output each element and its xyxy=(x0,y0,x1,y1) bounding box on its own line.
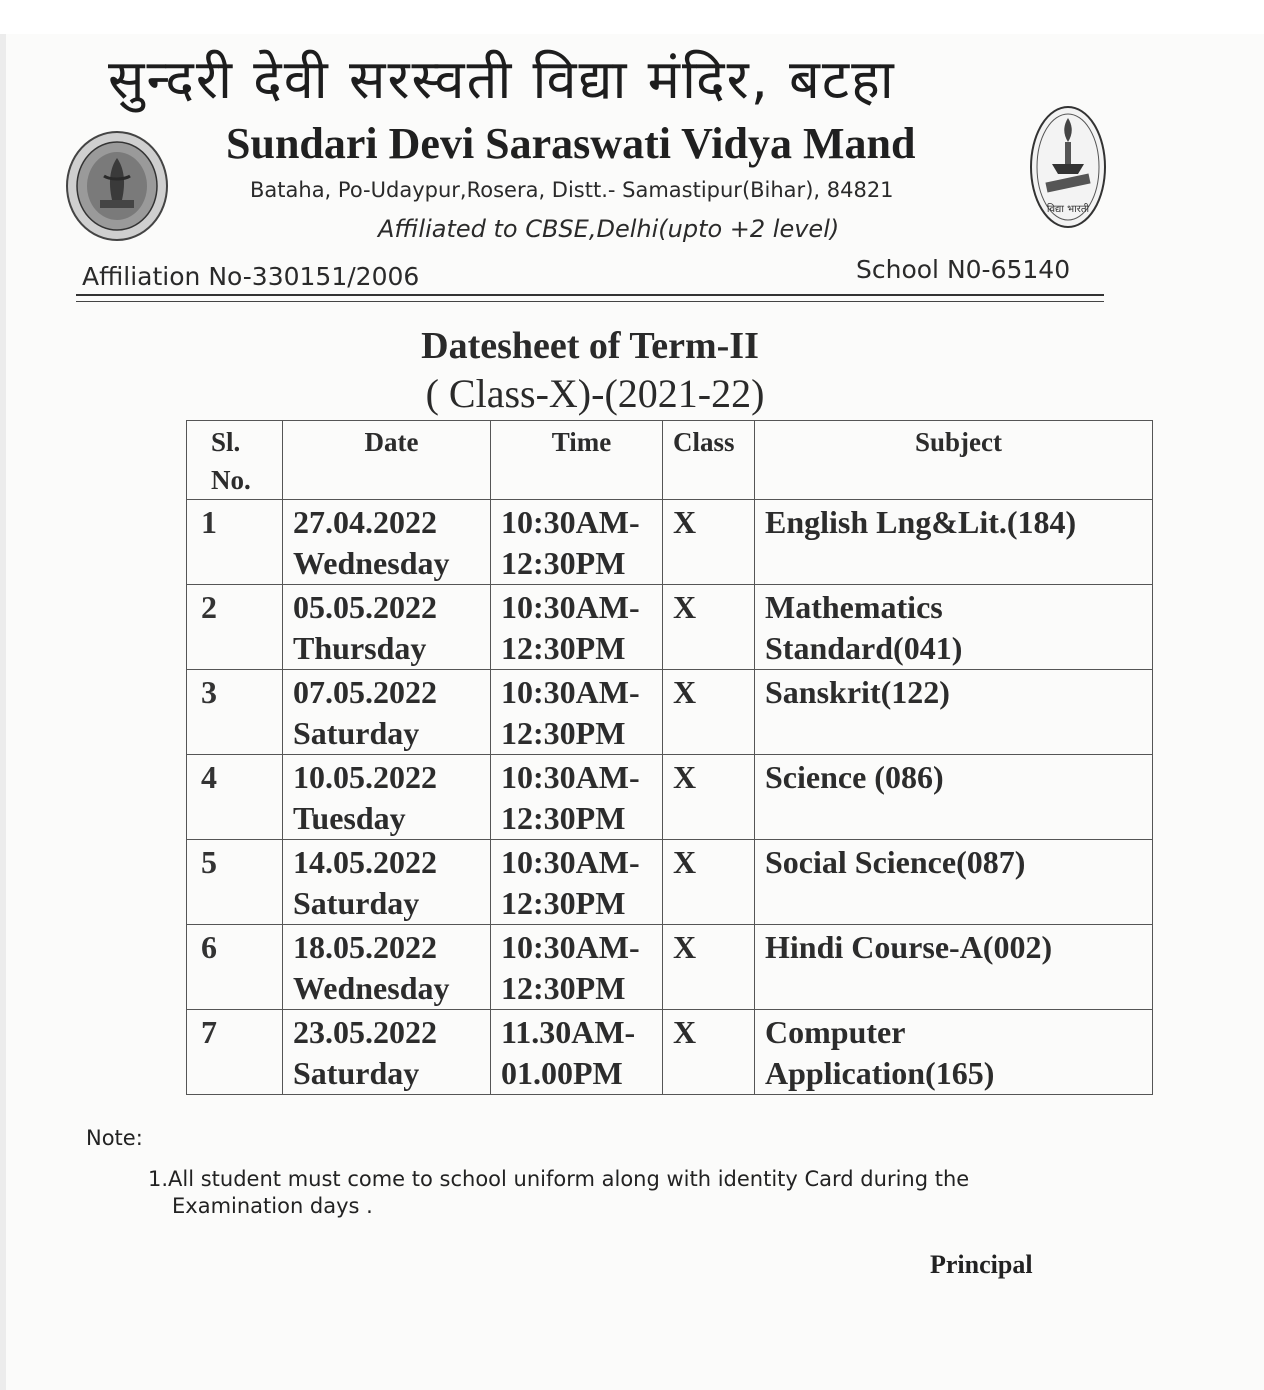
subject-line-1: Social Science(087) xyxy=(765,844,1026,880)
time-end: 12:30PM xyxy=(501,545,626,581)
cell-sl-no: 5 xyxy=(187,840,283,925)
cell-class: X xyxy=(663,925,755,1010)
subject-line-1: Computer xyxy=(765,1014,906,1050)
cell-subject xyxy=(755,585,1153,670)
note-line-2: Examination days . xyxy=(172,1194,373,1218)
cell-sl-no: 2 xyxy=(187,585,283,670)
time-start: 10:30AM- xyxy=(501,504,640,540)
header-divider xyxy=(76,294,1104,296)
cell-class: X xyxy=(663,670,755,755)
exam-day: Thursday xyxy=(293,630,427,666)
datesheet-subtitle: ( Class-X)-(2021-22) xyxy=(425,371,765,416)
subject-line-1: Science (086) xyxy=(765,759,944,795)
cell-class: X xyxy=(663,840,755,925)
cell-subject xyxy=(755,500,1153,585)
time-end: 12:30PM xyxy=(501,970,626,1006)
scan-border-top xyxy=(0,0,1264,34)
table-row xyxy=(187,670,1153,755)
subject-line-1: Sanskrit(122) xyxy=(765,674,950,710)
time-start: 11.30AM- xyxy=(501,1014,636,1050)
time-end: 12:30PM xyxy=(501,715,626,751)
time-start: 10:30AM- xyxy=(501,674,640,710)
cell-time xyxy=(491,755,663,840)
cell-class: X xyxy=(663,585,755,670)
cell-sl-no: 7 xyxy=(187,1010,283,1095)
table-row xyxy=(187,925,1153,1010)
cell-subject xyxy=(755,840,1153,925)
table-row xyxy=(187,840,1153,925)
time-end: 12:30PM xyxy=(501,885,626,921)
exam-day: Wednesday xyxy=(293,970,450,1006)
table-row xyxy=(187,755,1153,840)
cell-class: X xyxy=(663,1010,755,1095)
time-start: 10:30AM- xyxy=(501,929,640,965)
affiliation-number: Affiliation No-330151/2006 xyxy=(82,262,420,291)
cell-date xyxy=(283,840,491,925)
table-row xyxy=(187,500,1153,585)
table-row xyxy=(187,1010,1153,1095)
exam-date: 27.04.2022 xyxy=(293,504,437,540)
note-label: Note: xyxy=(86,1126,143,1150)
cell-sl-no: 4 xyxy=(187,755,283,840)
cell-time xyxy=(491,585,663,670)
school-number: School N0-65140 xyxy=(856,255,1071,284)
cell-sl-no: 1 xyxy=(187,500,283,585)
cbse-emblem-icon xyxy=(64,130,170,242)
exam-day: Saturday xyxy=(293,885,420,921)
cell-time xyxy=(491,1010,663,1095)
time-start: 10:30AM- xyxy=(501,844,640,880)
cell-sl-no: 6 xyxy=(187,925,283,1010)
vidya-bharati-emblem-icon xyxy=(1028,104,1108,230)
school-name-english: Sundari Devi Saraswati Vidya Mand xyxy=(226,119,916,168)
cell-subject xyxy=(755,925,1153,1010)
cell-subject xyxy=(755,1010,1153,1095)
exam-date: 18.05.2022 xyxy=(293,929,437,965)
right-logo-caption: विद्या भारती xyxy=(1046,204,1090,215)
cell-date xyxy=(283,585,491,670)
subject-line-1: English Lng&Lit.(184) xyxy=(765,504,1077,540)
exam-day: Saturday xyxy=(293,715,420,751)
note-line-1: 1.All student must come to school uniform along with identity Card during the xyxy=(148,1167,970,1191)
cell-time xyxy=(491,925,663,1010)
exam-date: 23.05.2022 xyxy=(293,1014,437,1050)
header-divider-thin xyxy=(76,301,1104,302)
cell-time xyxy=(491,500,663,585)
cell-time xyxy=(491,840,663,925)
time-end: 12:30PM xyxy=(501,630,626,666)
exam-day: Wednesday xyxy=(293,545,450,581)
datesheet-title: Datesheet of Term-II xyxy=(421,325,759,367)
cell-subject xyxy=(755,755,1153,840)
column-header-date: Date xyxy=(283,421,491,500)
column-header-class: Class xyxy=(663,421,755,500)
note-text xyxy=(148,1166,1068,1220)
principal-signature-label: Principal xyxy=(930,1250,1033,1279)
exam-date: 10.05.2022 xyxy=(293,759,437,795)
exam-date: 05.05.2022 xyxy=(293,589,437,625)
subject-line-1: Mathematics xyxy=(765,589,943,625)
time-start: 10:30AM- xyxy=(501,759,640,795)
exam-date: 14.05.2022 xyxy=(293,844,437,880)
table-header-row xyxy=(187,421,1153,500)
exam-date: 07.05.2022 xyxy=(293,674,437,710)
subject-line-1: Hindi Course-A(002) xyxy=(765,929,1053,965)
table-row xyxy=(187,585,1153,670)
exam-day: Tuesday xyxy=(293,800,406,836)
scan-border-left xyxy=(0,34,6,1390)
exam-day: Saturday xyxy=(293,1055,420,1091)
cell-date xyxy=(283,670,491,755)
column-header-sl-no: Sl. No. xyxy=(187,421,283,500)
school-name-hindi: सुन्दरी देवी सरस्वती विद्या मंदिर, बटहा xyxy=(108,48,896,111)
time-end: 12:30PM xyxy=(501,800,626,836)
column-header-time: Time xyxy=(491,421,663,500)
affiliation-statement: Affiliated to CBSE,Delhi(upto +2 level) xyxy=(378,215,840,243)
cell-subject xyxy=(755,670,1153,755)
cell-class: X xyxy=(663,500,755,585)
cell-date xyxy=(283,755,491,840)
cell-sl-no: 3 xyxy=(187,670,283,755)
school-address: Bataha, Po-Udaypur,Rosera, Distt.- Samastipur(Bihar), 84821 xyxy=(250,178,894,202)
cell-date xyxy=(283,1010,491,1095)
time-start: 10:30AM- xyxy=(501,589,640,625)
cell-date xyxy=(283,500,491,585)
datesheet-table xyxy=(186,420,1153,1095)
cell-date xyxy=(283,925,491,1010)
cell-class: X xyxy=(663,755,755,840)
subject-line-2: Standard(041) xyxy=(765,630,963,666)
time-end: 01.00PM xyxy=(501,1055,623,1091)
column-header-subject: Subject xyxy=(755,421,1153,500)
cell-time xyxy=(491,670,663,755)
subject-line-2: Application(165) xyxy=(765,1055,995,1091)
